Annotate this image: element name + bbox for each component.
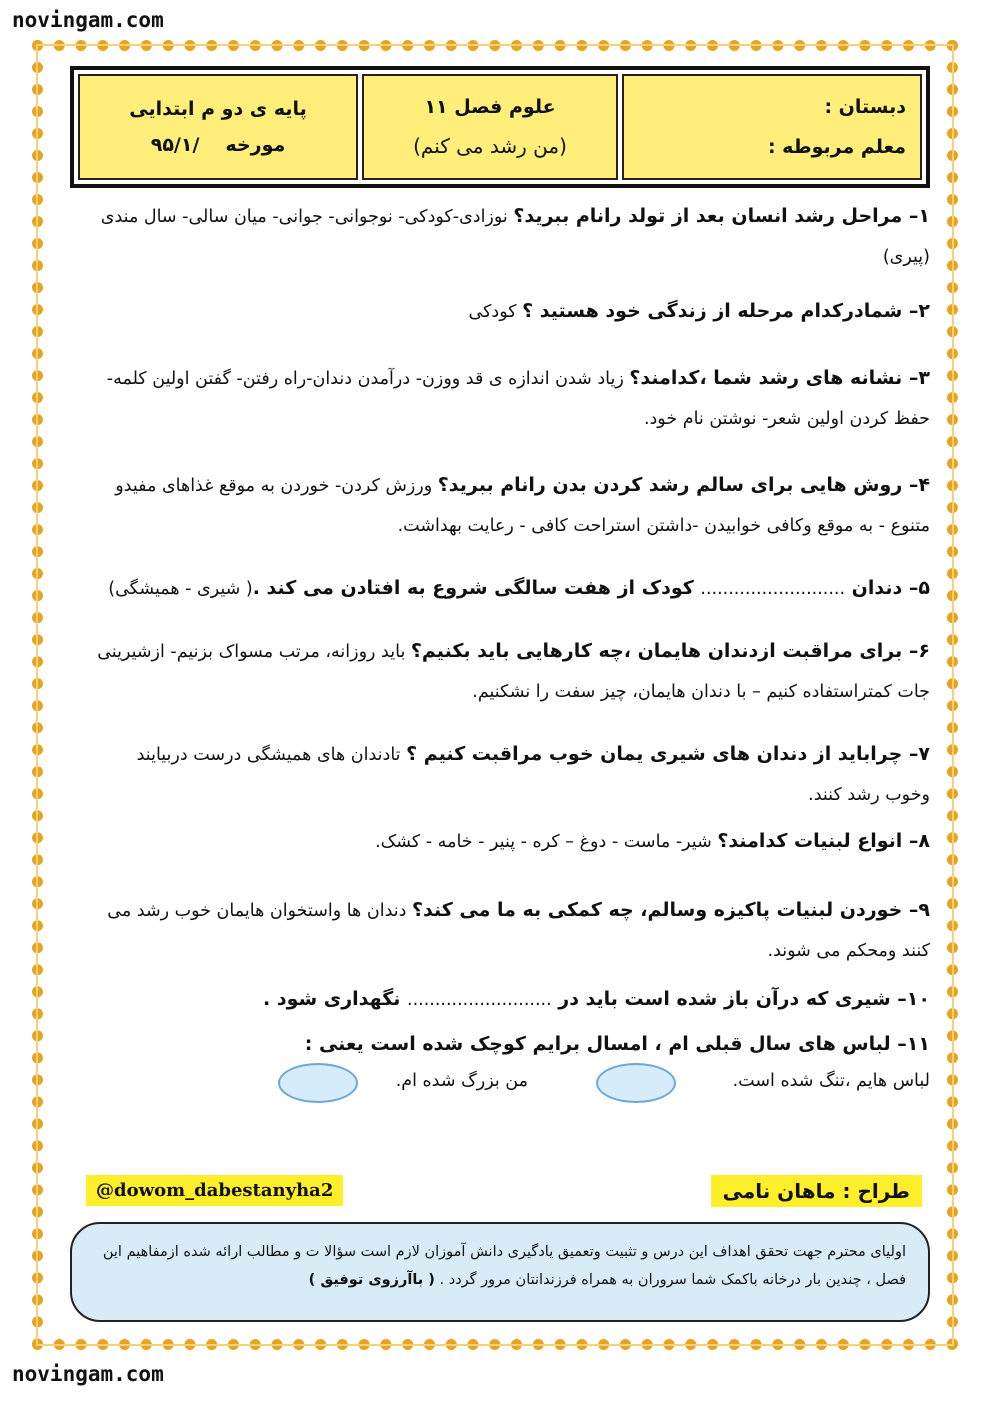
question-2: ۲– شمادرکدام مرحله از زندگی خود هستید ؟ کودکی [468, 300, 930, 322]
question-11: ۱۱– لباس های سال قبلی ام ، امسال برایم کوچک شده است یعنی : [304, 1033, 930, 1055]
note-closing: ( باآرزوی توفیق ) [308, 1272, 435, 1288]
header-subject-cell [362, 74, 618, 180]
channel-label: @dowom_dabestanyha2 [86, 1175, 343, 1206]
option-2-checkbox[interactable] [278, 1063, 358, 1103]
date-label: مورخه [225, 134, 286, 156]
worksheet-header [70, 66, 930, 188]
header-school-cell [622, 74, 922, 180]
header-grade-cell [78, 74, 358, 180]
question-1: ۱– مراحل رشد انسان بعد از تولد رانام ببرید؟ نوزادی-کودکی- نوجوانی- جوانی- میان سالی- سال مندی (پیری) [100, 205, 930, 267]
question-9: ۹– خوردن لبنیات پاکیزه وسالم، چه کمکی به ما می کند؟ دندان ها واستخوان هایمان خوب رشد می کنند ومحکم می شوند. [107, 899, 930, 961]
question-8: ۸– انواع لبنیات کدامند؟ شیر- ماست - دوغ – کره - پنیر - خامه - کشک. [375, 830, 930, 852]
date-value: /۹۵/۱ [150, 134, 200, 156]
designer-label: طراح : ماهان نامی [711, 1175, 922, 1207]
date-row [151, 134, 286, 156]
grade-label: پایه ی دو م ابتدایی [129, 98, 307, 120]
option-2-text: من بزرگ شده ام. [395, 1071, 528, 1091]
subject-title: علوم فصل ۱۱ [424, 96, 556, 118]
question-11-options [92, 1061, 930, 1105]
question-7: ۷– چراباید از دندان های شیری یمان خوب مراقبت کنیم ؟ تادندان های همیشگی درست دربیایند وخوب رشد کنند. [136, 743, 930, 805]
parents-note [70, 1222, 930, 1322]
question-5: ۵– دندان .......................... کودک از هفت سالگی شروع به افتادن می کند .( شیری - همیشگی) [108, 577, 930, 599]
site-watermark-top: novingam.com [12, 8, 164, 32]
questions-list [92, 196, 930, 1105]
question-6: ۶– برای مراقبت ازدندان هایمان ،چه کارهایی باید بکنیم؟ باید روزانه، مرتب مسواک بزنیم- ازشیرینی جات کمتراستفاده کنیم – با دندان هایمان، چیز سفت را نشکنیم. [97, 640, 930, 702]
question-10: ۱۰– شیری که درآن باز شده است باید در .......................... نگهداری شود . [263, 988, 930, 1010]
site-watermark-bottom: novingam.com [12, 1362, 164, 1386]
lesson-title: (من رشد می کنم) [413, 134, 567, 158]
option-1-checkbox[interactable] [596, 1063, 676, 1103]
school-label: دبستان : [824, 96, 906, 118]
note-text: اولیای محترم جهت تحقق اهداف این درس و تثبیت وتعمیق یادگیری دانش آموزان لازم است سؤالا ت و مطالب ارائه شده ازمفاهیم این فصل ، چندین بار درخانه باکمک شما سروران به همراه فرزندانتان مرور گردد . [102, 1244, 906, 1288]
question-3: ۳– نشانه های رشد شما ،کدامند؟ زیاد شدن اندازه ی قد ووزن- درآمدن دندان-راه رفتن- گفتن اولین کلمه- حفظ کردن اولین شعر- نوشتن نام خود. [106, 367, 930, 429]
question-4: ۴– روش هایی برای سالم رشد کردن بدن رانام ببرید؟ ورزش کردن- خوردن به موقع غذاهای مفیدو متنوع - به موقع وکافی خوابیدن -داشتن استراحت کافی - رعایت بهداشت. [115, 474, 930, 536]
teacher-label: معلم مربوطه : [767, 136, 906, 158]
option-1-text: لباس هایم ،تنگ شده است. [732, 1071, 930, 1091]
